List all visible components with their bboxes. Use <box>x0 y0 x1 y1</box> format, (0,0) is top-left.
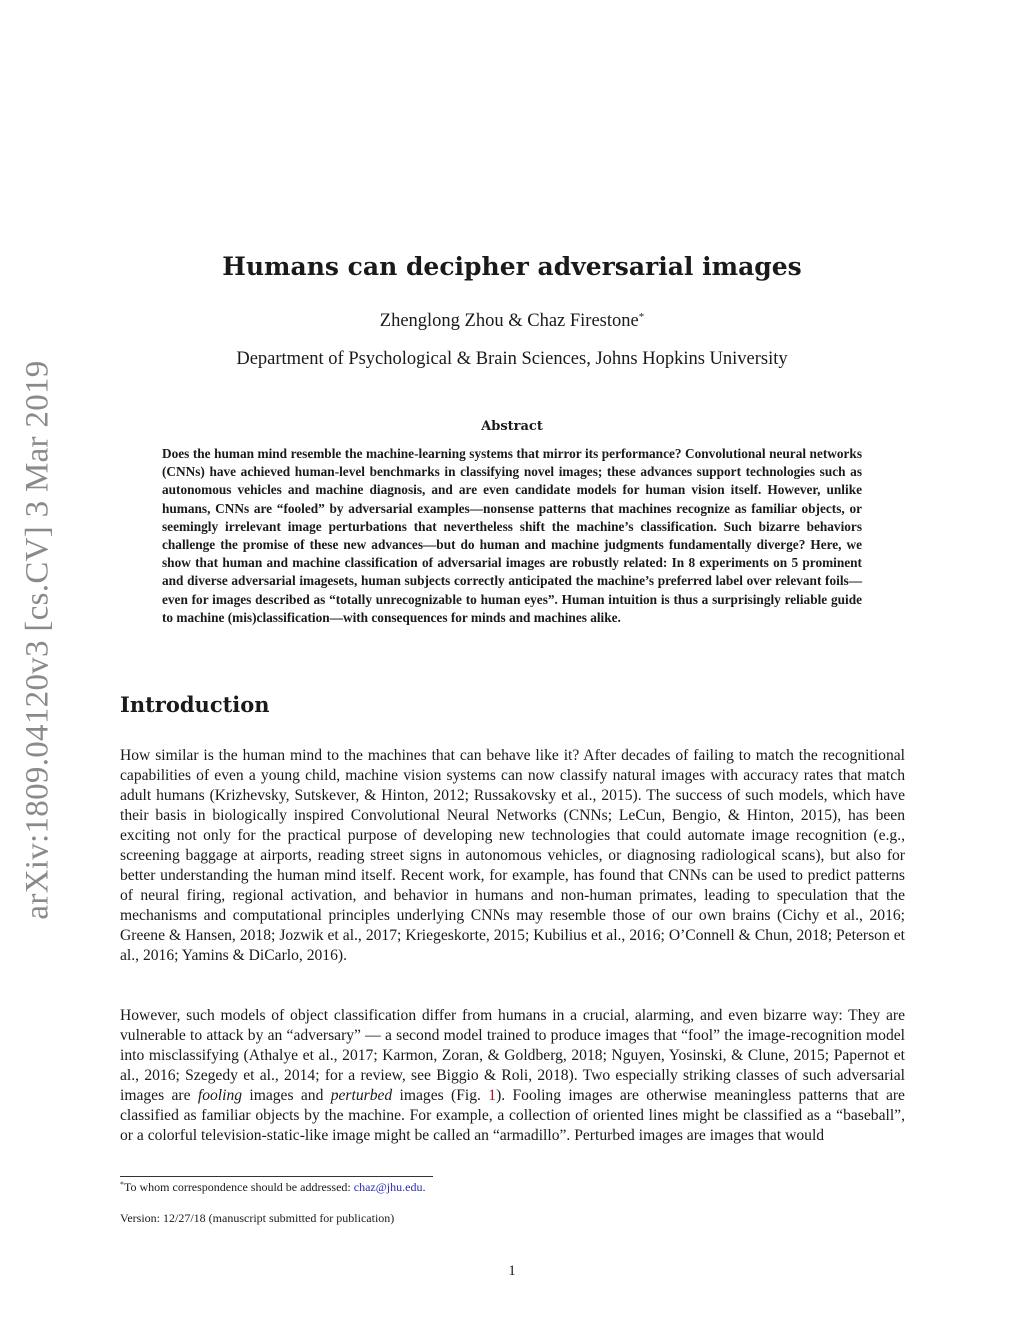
paragraph-text: images (Fig. <box>392 1087 489 1104</box>
abstract-heading: Abstract <box>481 419 543 434</box>
emphasis-fooling: fooling <box>197 1087 243 1104</box>
footnote-divider <box>120 1176 433 1177</box>
author-footnote-mark: * <box>638 311 645 323</box>
introduction-paragraph-2 <box>120 1006 905 1146</box>
introduction-heading: Introduction <box>120 692 270 717</box>
version-note: Version: 12/27/18 (manuscript submitted for publication) <box>120 1211 395 1225</box>
paragraph-text: ). Fooling images are otherwise meaningless patterns that are classified as familiar objects by the machine. For example, a collection of oriented lines might be classified as a “baseball”, or a colorful television-static-like image might be called an “armadillo”. Perturbed images are images that would <box>120 1087 905 1144</box>
paper-title: Humans can decipher adversarial images <box>222 252 802 281</box>
abstract-text: Does the human mind resemble the machine-learning systems that mirror its performance? Convolutional neural networks (CNNs) have achieved human-level benchmarks in classifying novel images; these advances support technologies such as autonomous vehicles and machine diagnosis, and are even candidate models for human vision itself. However, unlike humans, CNNs are “fooled” by adversarial examples—nonsense patterns that machines recognize as familiar objects, or seemingly irrelevant image perturbations that nevertheless shift the machine’s classification. Such bizarre behaviors challenge the promise of these new advances—but do human and machine judgments fundamentally diverge? Here, we show that human and machine classification of adversarial images are robustly related: In 8 experiments on 5 prominent and diverse adversarial imagesets, human subjects correctly anticipated the machine’s preferred label over relevant foils—even for images described as “totally unrecognizable to human eyes”. Human intuition is thus a surprisingly reliable guide to machine (mis)classification—with consequences for minds and machines alike. <box>162 446 862 625</box>
author-line <box>0 311 1024 332</box>
emphasis-perturbed: perturbed <box>330 1087 393 1104</box>
paragraph-text: However, such models of object classification differ from humans in a crucial, alarming, and even bizarre way: They are vulnerable to attack by an “adversary” — a second model trained to produce images that “fool” the image-recognition model into misclassifying (Athalye et al., 2017; Karmon, Zoran, & Goldberg, 2018; Nguyen, Yosinski, & Clune, 2015; Papernot et al., 2016; Szegedy et al., 2014; for a review, see Biggio & Roli, 2018). Two especially striking classes of such adversarial images are <box>120 1007 905 1104</box>
introduction-paragraph-1: How similar is the human mind to the machines that can behave like it? After decades of failing to match the recognitional capabilities of even a young child, machine vision systems can now classify natural images with accuracy rates that match adult humans (Krizhevsky, Sutskever, & Hinton, 2012; Russakovsky et al., 2015). The success of such models, which have their basis in biologically inspired Convolutional Neural Networks (CNNs; LeCun, Bengio, & Hinton, 2015), has been exciting not only for the practical purpose of developing new technologies that could automate image recognition (e.g., screening baggage at airports, reading street signs in autonomous vehicles, or diagnosing radiological scans), but also for better understanding the human mind itself. Recent work, for example, has found that CNNs can be used to predict patterns of neural firing, regional activation, and behavior in humans and non-human primates, leading to speculation that the mechanisms and computational principles underlying CNNs may resemble those of our own brains (Cichy et al., 2016; Greene & Hansen, 2018; Jozwik et al., 2017; Kriegeskorte, 2015; Kubilius et al., 2016; O’Connell & Chun, 2018; Peterson et al., 2016; Yamins & DiCarlo, 2016). <box>120 747 905 964</box>
author-names: Zhenglong Zhou & Chaz Firestone <box>379 311 639 331</box>
arxiv-identifier-stamp: arXiv:1809.04120v3 [cs.CV] 3 Mar 2019 <box>19 360 56 920</box>
figure-1-link[interactable]: 1 <box>488 1087 497 1104</box>
correspondence-footnote <box>120 1179 425 1195</box>
page-number: 1 <box>508 1263 516 1279</box>
affiliation: Department of Psychological & Brain Sciences, Johns Hopkins University <box>236 349 788 369</box>
paragraph-text: images and <box>242 1087 331 1104</box>
footnote-text: To whom correspondence should be addressed: <box>124 1180 354 1194</box>
footnote-mark: * <box>120 1180 124 1189</box>
email-link[interactable]: chaz@jhu.edu <box>353 1180 423 1194</box>
footnote-suffix: . <box>422 1180 426 1194</box>
